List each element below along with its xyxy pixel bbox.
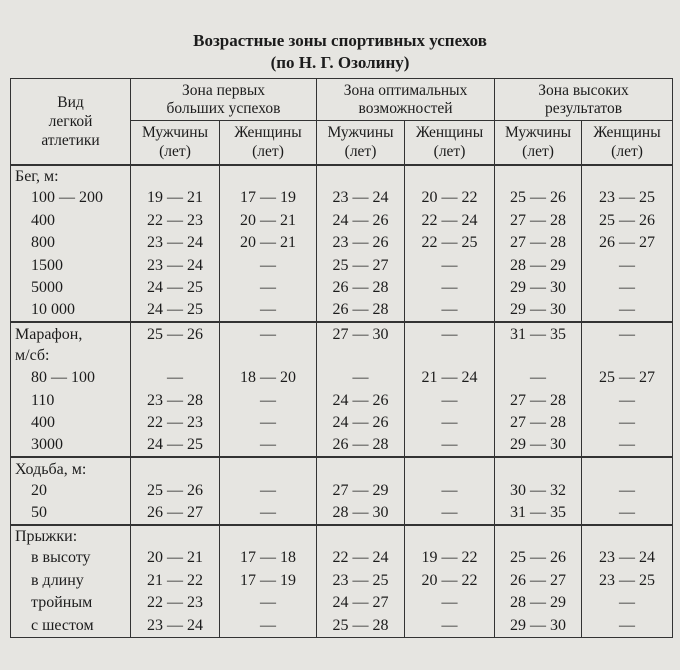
- table-cell: [495, 345, 582, 368]
- table-cell: —: [582, 390, 673, 413]
- table-cell: 20 — 21: [220, 210, 317, 233]
- row-label: 3000: [11, 435, 131, 458]
- table-cell: [220, 525, 317, 548]
- table-cell: 19 — 22: [405, 547, 495, 570]
- table-cell: 23 — 24: [131, 255, 220, 278]
- table-cell: 24 — 25: [131, 300, 220, 323]
- table-cell: 24 — 26: [317, 210, 405, 233]
- row-label: 800: [11, 232, 131, 255]
- table-row: [11, 570, 673, 593]
- table-cell: 22 — 23: [131, 592, 220, 615]
- table-cell: —: [495, 367, 582, 390]
- table-cell: —: [405, 322, 495, 345]
- page-title: [0, 30, 680, 74]
- table-cell: 17 — 19: [220, 187, 317, 210]
- table-cell: 29 — 30: [495, 300, 582, 323]
- table-cell: —: [582, 277, 673, 300]
- row-label: 80 — 100: [11, 367, 131, 390]
- table-cell: 28 — 30: [317, 502, 405, 525]
- table-cell: —: [582, 300, 673, 323]
- table-cell: 20 — 22: [405, 187, 495, 210]
- table-cell: —: [405, 502, 495, 525]
- table-cell: 17 — 18: [220, 547, 317, 570]
- table-row: [11, 232, 673, 255]
- table-cell: [131, 525, 220, 548]
- table-group: [11, 165, 673, 323]
- table-cell: —: [405, 277, 495, 300]
- table-cell: 23 — 24: [131, 615, 220, 638]
- row-label: 1500: [11, 255, 131, 278]
- table-cell: —: [405, 300, 495, 323]
- table-cell: 21 — 22: [131, 570, 220, 593]
- row-label: 10 000: [11, 300, 131, 323]
- table-row: [11, 210, 673, 233]
- table-row: [11, 367, 673, 390]
- table-row: [11, 277, 673, 300]
- table-cell: 22 — 24: [317, 547, 405, 570]
- table-cell: —: [405, 615, 495, 638]
- table-cell: 31 — 35: [495, 502, 582, 525]
- table-cell: —: [220, 502, 317, 525]
- table-cell: 25 — 26: [495, 187, 582, 210]
- table-row: [11, 300, 673, 323]
- table-row: [11, 412, 673, 435]
- table-cell: 21 — 24: [405, 367, 495, 390]
- table-row: [11, 255, 673, 278]
- table-cell: 24 — 25: [131, 277, 220, 300]
- table-cell: 26 — 27: [495, 570, 582, 593]
- table-cell: 17 — 19: [220, 570, 317, 593]
- table-cell: —: [582, 592, 673, 615]
- subheader-1: Женщины (лет): [220, 121, 317, 165]
- table-cell: 25 — 26: [131, 480, 220, 503]
- table-cell: 24 — 26: [317, 390, 405, 413]
- row-label: в высоту: [11, 547, 131, 570]
- row-label: 100 — 200: [11, 187, 131, 210]
- table-cell: [317, 165, 405, 188]
- table-cell: [582, 345, 673, 368]
- table-cell: 25 — 26: [582, 210, 673, 233]
- table-cell: 20 — 21: [220, 232, 317, 255]
- table-cell: 27 — 28: [495, 390, 582, 413]
- row-label: Бег, м:: [11, 165, 131, 188]
- row-label: Ходьба, м:: [11, 457, 131, 480]
- table-cell: 28 — 29: [495, 592, 582, 615]
- table-cell: 26 — 28: [317, 300, 405, 323]
- table-cell: 29 — 30: [495, 277, 582, 300]
- table-cell: —: [220, 390, 317, 413]
- table-cell: [317, 525, 405, 548]
- header-kind: Вид легкой атлетики: [11, 79, 131, 165]
- row-label: Прыжки:: [11, 525, 131, 548]
- subheader-2: Мужчины (лет): [317, 121, 405, 165]
- table-row: [11, 187, 673, 210]
- table-cell: —: [220, 615, 317, 638]
- table-cell: 22 — 23: [131, 210, 220, 233]
- table-cell: —: [405, 480, 495, 503]
- age-zones-table: [10, 78, 673, 638]
- header-zone-first: Зона первых больших успехов: [131, 79, 317, 121]
- header-zone-high: Зона высоких результатов: [495, 79, 673, 121]
- table-cell: [220, 457, 317, 480]
- table-cell: 27 — 30: [317, 322, 405, 345]
- table-cell: [582, 525, 673, 548]
- table-cell: —: [582, 615, 673, 638]
- subheader-4: Мужчины (лет): [495, 121, 582, 165]
- subheader-3: Женщины (лет): [405, 121, 495, 165]
- table-cell: —: [582, 322, 673, 345]
- table-cell: —: [220, 300, 317, 323]
- table-cell: 31 — 35: [495, 322, 582, 345]
- title-line-2: (по Н. Г. Озолину): [270, 53, 410, 72]
- table-cell: —: [405, 255, 495, 278]
- table-cell: [220, 165, 317, 188]
- table-cell: 26 — 27: [131, 502, 220, 525]
- table-cell: 24 — 25: [131, 435, 220, 458]
- row-label: тройным: [11, 592, 131, 615]
- table-cell: 27 — 28: [495, 210, 582, 233]
- table-row: [11, 435, 673, 458]
- table-cell: 26 — 28: [317, 435, 405, 458]
- table-cell: [405, 457, 495, 480]
- table-cell: 23 — 25: [582, 187, 673, 210]
- table-cell: —: [317, 367, 405, 390]
- table-cell: 30 — 32: [495, 480, 582, 503]
- table-cell: 23 — 24: [582, 547, 673, 570]
- table-cell: 19 — 21: [131, 187, 220, 210]
- table-cell: 26 — 28: [317, 277, 405, 300]
- table-cell: —: [582, 480, 673, 503]
- table-cell: —: [582, 255, 673, 278]
- table-cell: [131, 165, 220, 188]
- table-cell: [131, 345, 220, 368]
- table-group: [11, 457, 673, 525]
- table-cell: —: [220, 480, 317, 503]
- table-row: [11, 547, 673, 570]
- table-row: [11, 615, 673, 638]
- table-cell: [317, 345, 405, 368]
- row-label: 50: [11, 502, 131, 525]
- table-group: [11, 525, 673, 638]
- table-cell: 22 — 23: [131, 412, 220, 435]
- table-cell: 23 — 28: [131, 390, 220, 413]
- table-cell: 23 — 26: [317, 232, 405, 255]
- row-label: 400: [11, 210, 131, 233]
- table-cell: —: [405, 390, 495, 413]
- table-cell: [131, 457, 220, 480]
- table-cell: 24 — 27: [317, 592, 405, 615]
- table-cell: [495, 165, 582, 188]
- table-cell: 22 — 24: [405, 210, 495, 233]
- table-row: [11, 457, 673, 480]
- subheader-5: Женщины (лет): [582, 121, 673, 165]
- table-row: [11, 390, 673, 413]
- table-cell: 20 — 21: [131, 547, 220, 570]
- row-label: м/сб:: [11, 345, 131, 368]
- row-label: Марафон,: [11, 322, 131, 345]
- row-label: в длину: [11, 570, 131, 593]
- table-cell: [405, 525, 495, 548]
- table-cell: —: [405, 412, 495, 435]
- table-cell: 23 — 25: [582, 570, 673, 593]
- table-row: [11, 502, 673, 525]
- table-cell: 26 — 27: [582, 232, 673, 255]
- row-label: 5000: [11, 277, 131, 300]
- table-cell: 20 — 22: [405, 570, 495, 593]
- table-cell: —: [582, 412, 673, 435]
- table-cell: 25 — 27: [582, 367, 673, 390]
- table-cell: —: [582, 435, 673, 458]
- table-cell: 23 — 24: [131, 232, 220, 255]
- table-cell: [405, 345, 495, 368]
- table-cell: —: [220, 435, 317, 458]
- table-cell: —: [405, 435, 495, 458]
- table-cell: —: [405, 592, 495, 615]
- table-row: [11, 592, 673, 615]
- table-row: [11, 525, 673, 548]
- table-cell: —: [220, 277, 317, 300]
- table-cell: 23 — 25: [317, 570, 405, 593]
- title-line-1: Возрастные зоны спортивных успехов: [193, 31, 487, 50]
- table-group: [11, 322, 673, 457]
- table-cell: 18 — 20: [220, 367, 317, 390]
- table-cell: [317, 457, 405, 480]
- table-cell: —: [220, 412, 317, 435]
- table-cell: 27 — 29: [317, 480, 405, 503]
- table-cell: [582, 457, 673, 480]
- table-cell: —: [220, 592, 317, 615]
- subheader-0: Мужчины (лет): [131, 121, 220, 165]
- table-cell: [220, 345, 317, 368]
- table-row: [11, 480, 673, 503]
- table-cell: [405, 165, 495, 188]
- table-cell: —: [220, 255, 317, 278]
- table-cell: 25 — 28: [317, 615, 405, 638]
- table-cell: 25 — 27: [317, 255, 405, 278]
- table-cell: 29 — 30: [495, 435, 582, 458]
- table-cell: 29 — 30: [495, 615, 582, 638]
- row-label: с шестом: [11, 615, 131, 638]
- table-cell: [495, 457, 582, 480]
- row-label: 400: [11, 412, 131, 435]
- table-cell: 27 — 28: [495, 412, 582, 435]
- table-row: [11, 322, 673, 345]
- table-cell: 22 — 25: [405, 232, 495, 255]
- table-cell: —: [220, 322, 317, 345]
- table-cell: [495, 525, 582, 548]
- table-cell: 23 — 24: [317, 187, 405, 210]
- table-row: [11, 345, 673, 368]
- table-cell: 24 — 26: [317, 412, 405, 435]
- table-cell: 25 — 26: [131, 322, 220, 345]
- row-label: 110: [11, 390, 131, 413]
- table-cell: 28 — 29: [495, 255, 582, 278]
- header-zone-optimal: Зона оптимальных возможностей: [317, 79, 495, 121]
- table-row: [11, 165, 673, 188]
- table-cell: —: [582, 502, 673, 525]
- row-label: 20: [11, 480, 131, 503]
- table-cell: —: [131, 367, 220, 390]
- table-cell: 25 — 26: [495, 547, 582, 570]
- table-cell: [582, 165, 673, 188]
- table-cell: 27 — 28: [495, 232, 582, 255]
